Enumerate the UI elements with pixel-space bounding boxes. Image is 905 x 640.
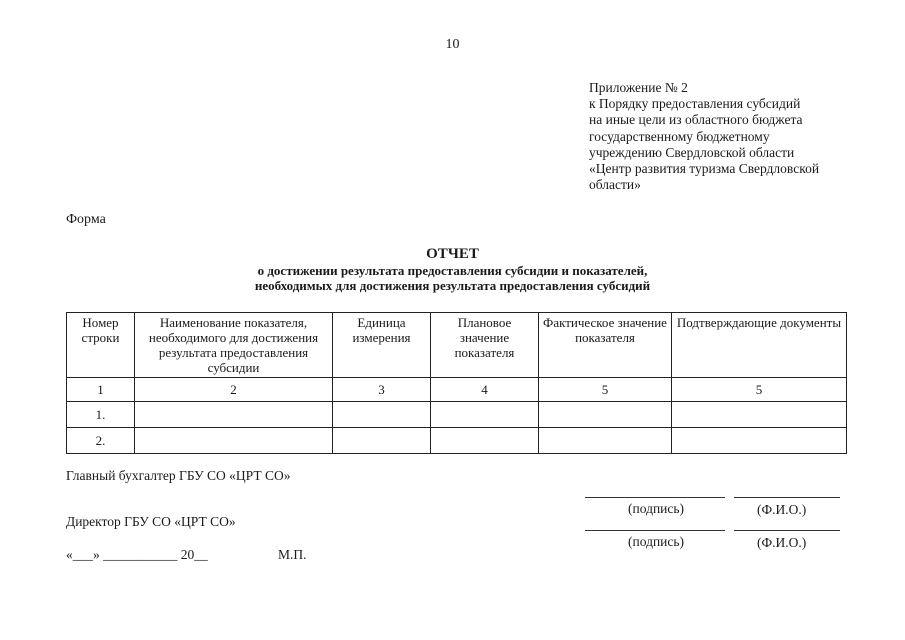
form-label: Форма [66, 212, 106, 227]
title-sub-2: необходимых для достижения результата предоставления субсидий [254, 278, 651, 293]
appendix-line: области» [589, 177, 641, 193]
column-number: 3 [333, 378, 431, 402]
header-indicator-name: Наименование показателя, необходимого для достижения результата предоставления субсидии [135, 313, 333, 378]
column-number-row [67, 378, 847, 402]
table-cell [135, 428, 333, 454]
table-cell [672, 402, 847, 428]
appendix-line: учреждению Свердловской области [589, 144, 795, 160]
row-number: 1. [67, 402, 135, 428]
director-label: Директор ГБУ СО «ЦРТ СО» [66, 514, 236, 529]
table-row [67, 402, 847, 428]
accountant-name-caption: (Ф.И.О.) [757, 502, 807, 517]
column-number: 1 [67, 378, 135, 402]
table-cell [672, 428, 847, 454]
report-title [0, 246, 905, 293]
table-cell [333, 402, 431, 428]
appendix-note [589, 80, 819, 193]
column-number: 5 [539, 378, 672, 402]
column-number: 2 [135, 378, 333, 402]
accountant-label: Главный бухгалтер ГБУ СО «ЦРТ СО» [66, 468, 291, 483]
column-number: 4 [431, 378, 539, 402]
title-main: ОТЧЕТ [426, 246, 479, 262]
accountant-name-line [734, 497, 840, 498]
appendix-line: «Центр развития туризма Свердловской [589, 161, 820, 177]
header-documents: Подтверждающие документы [672, 313, 847, 378]
title-sub-1: о достижении результата предоставления субсидии и показателей, [257, 263, 648, 278]
appendix-line: государственному бюджетному [589, 128, 770, 144]
header-unit: Единица измерения [333, 313, 431, 378]
date-line: «___» ___________ 20__ [66, 547, 208, 562]
director-signature-caption: (подпись) [628, 534, 685, 549]
table-cell [333, 428, 431, 454]
table-cell [135, 402, 333, 428]
table-cell [431, 402, 539, 428]
header-actual-value: Фактическое значение показателя [539, 313, 672, 378]
accountant-signature-line [585, 497, 725, 498]
table-cell [431, 428, 539, 454]
appendix-line: на иные цели из областного бюджета [589, 112, 803, 128]
table-row [67, 428, 847, 454]
table-header-row [67, 313, 847, 378]
column-number: 5 [672, 378, 847, 402]
report-table [66, 312, 847, 454]
stamp-label: М.П. [278, 547, 307, 562]
director-signature-line [585, 530, 725, 531]
accountant-signature-caption: (подпись) [628, 501, 685, 516]
director-name-line [734, 530, 840, 531]
table-cell [539, 402, 672, 428]
header-row-number: Номер строки [67, 313, 135, 378]
page-number: 10 [445, 37, 460, 52]
table-cell [539, 428, 672, 454]
appendix-line: Приложение № 2 [589, 80, 688, 95]
row-number: 2. [67, 428, 135, 454]
header-planned-value: Плановое значение показателя [431, 313, 539, 378]
director-name-caption: (Ф.И.О.) [757, 535, 807, 550]
appendix-line: к Порядку предоставления субсидий [589, 96, 801, 112]
